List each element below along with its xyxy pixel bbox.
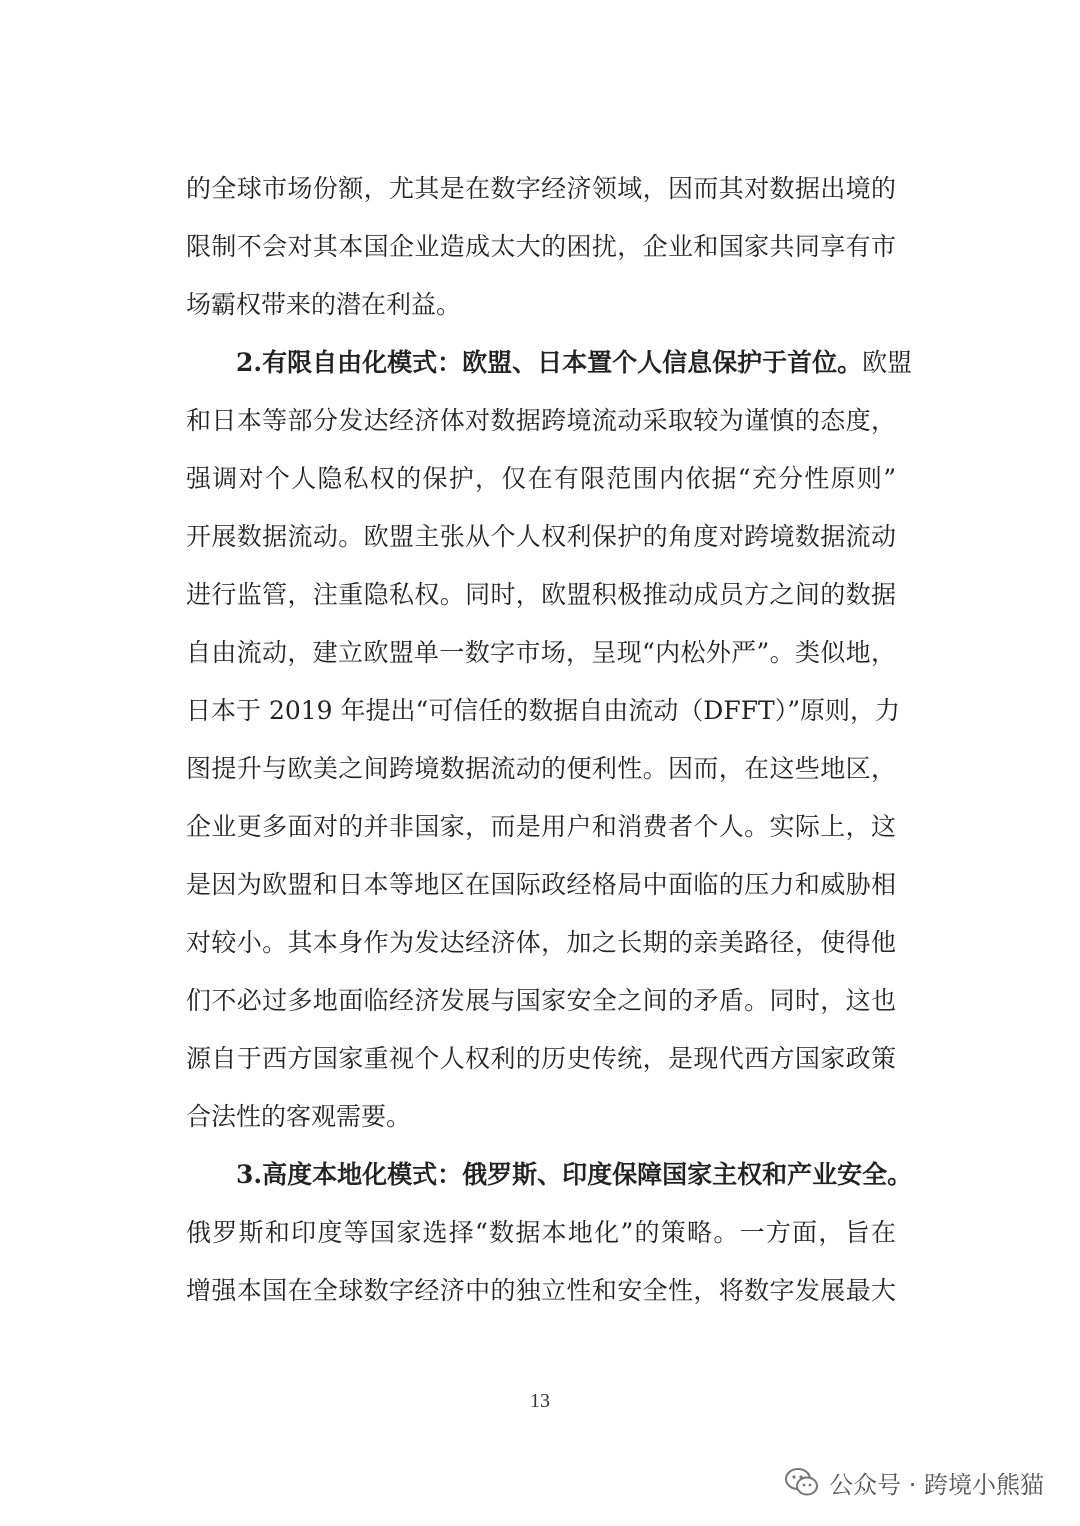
paragraph-2-heading-line bbox=[186, 334, 913, 392]
body-text bbox=[186, 160, 913, 1320]
paragraph-2-line-4: 开展数据流动。欧盟主张从个人权利保护的角度对跨境数据流动 bbox=[186, 522, 896, 551]
section-heading-2: 2.有限自由化模式：欧盟、日本置个人信息保护于首位。 bbox=[236, 348, 863, 377]
paragraph-2-line-2: 和日本等部分发达经济体对数据跨境流动采取较为谨慎的态度， bbox=[186, 406, 896, 435]
section-heading-3: 3.高度本地化模式：俄罗斯、印度保障国家主权和产业安全。 bbox=[236, 1160, 913, 1189]
paragraph-1-line-3: 场霸权带来的潜在利益。 bbox=[186, 290, 462, 319]
watermark bbox=[785, 1462, 1044, 1502]
paragraph-2-line-11: 对较小。其本身作为发达经济体，加之长期的亲美路径，使得他 bbox=[186, 928, 896, 957]
paragraph-3-line-2: 增强本国在全球数字经济中的独立性和安全性，将数字发展最大 bbox=[186, 1276, 896, 1305]
paragraph-2-line-3: 强调对个人隐私权的保护，仅在有限范围内依据“充分性原则” bbox=[186, 464, 896, 493]
paragraph-3-heading-line bbox=[186, 1146, 913, 1204]
paragraph-2-line-10: 是因为欧盟和日本等地区在国际政经格局中面临的压力和威胁相 bbox=[186, 870, 896, 899]
paragraph-3-line-1: 俄罗斯和印度等国家选择“数据本地化”的策略。一方面，旨在 bbox=[186, 1218, 896, 1247]
paragraph-2-line-8: 图提升与欧美之间跨境数据流动的便利性。因而，在这些地区， bbox=[186, 754, 896, 783]
paragraph-2-line-7: 日本于 2019 年提出“可信任的数据自由流动（DFFT）”原则，力 bbox=[186, 696, 900, 725]
paragraph-1-line-1: 的全球市场份额，尤其是在数字经济领域，因而其对数据出境的 bbox=[186, 174, 896, 203]
paragraph-2-line-12: 们不必过多地面临经济发展与国家安全之间的矛盾。同时，这也 bbox=[186, 986, 896, 1015]
wechat-icon bbox=[785, 1467, 819, 1497]
paragraph-2-line-14: 合法性的客观需要。 bbox=[186, 1102, 412, 1131]
paragraph-2-line-6: 自由流动，建立欧盟单一数字市场，呈现“内松外严”。类似地， bbox=[186, 638, 896, 667]
watermark-text: 公众号 · 跨境小熊猫 bbox=[829, 1470, 1044, 1499]
paragraph-2-line-1: 欧盟 bbox=[862, 348, 913, 377]
page-number: 13 bbox=[530, 1390, 550, 1412]
paragraph-2-line-9: 企业更多面对的并非国家，而是用户和消费者个人。实际上，这 bbox=[186, 812, 896, 841]
paragraph-1-line-2: 限制不会对其本国企业造成太大的困扰，企业和国家共同享有市 bbox=[186, 232, 896, 261]
paragraph-2-line-13: 源自于西方国家重视个人权利的历史传统，是现代西方国家政策 bbox=[186, 1044, 896, 1073]
paragraph-2-line-5: 进行监管，注重隐私权。同时，欧盟积极推动成员方之间的数据 bbox=[186, 580, 896, 609]
